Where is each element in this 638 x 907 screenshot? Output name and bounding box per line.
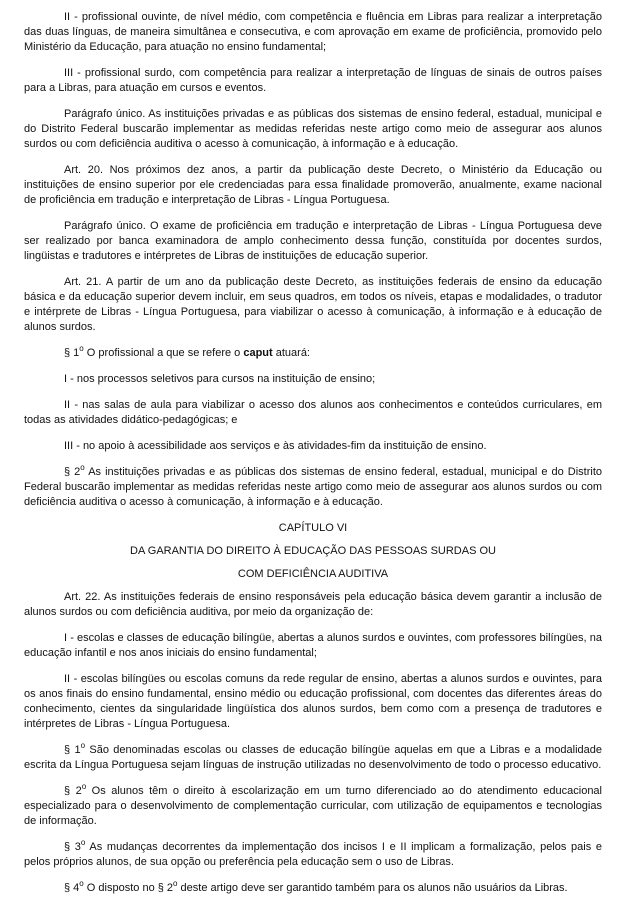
chapter-number: CAPÍTULO VI xyxy=(278,522,348,534)
document-page xyxy=(24,10,602,907)
article-22-paragraph-3: § 3$^o$ As mudanças decorrentes da implementação dos incisos I e II implicam a formalização, pelos pais e pelos próprios alunos, de sua opção ou preferência pela educação sem o uso de Libras. xyxy=(24,838,602,868)
chapter-title-line-1: DA GARANTIA DO DIREITO À EDUCAÇÃO DAS PESSOAS SURDAS OU xyxy=(130,545,496,557)
paragraph-ii-profissional-ouvinte: II - profissional ouvinte, de nível médio, com competência e fluência em Libras para realizar a interpretação das duas línguas, de maneira simultânea e consecutiva, e com aprovação em exame de proficiência, promovido pelo Ministério da Educação, para atuação no ensino fundamental; xyxy=(24,11,602,53)
paragraph-iii-profissional-surdo: III - profissional surdo, com competência para realizar a interpretação de línguas de sinais de outros países para a Libras, para atuação em cursos e eventos. xyxy=(24,67,602,94)
paragraph-unico-exame: Parágrafo único. O exame de proficiência em tradução e interpretação de Libras - Língua Portuguesa deve ser realizado por banca examinadora de amplo conhecimento dessa função, constituída por docentes surdos, lingüistas e tradutores e intérpretes de Libras de instituições de educação superior. xyxy=(24,220,602,262)
article-22-paragraph-1: § 1$^o$ São denominadas escolas ou classes de educação bilíngüe aquelas em que a Libras e a modalidade escrita da Língua Portuguesa sejam línguas de instrução utilizadas no desenvolvimento de todo o processo educativo. xyxy=(24,741,603,771)
article-21-paragraph-1: § 1$^o$ O profissional a que se refere o caput atuará: xyxy=(64,344,310,359)
article-22-paragraph-4: § 4$^o$ O disposto no § 2$^o$ deste artigo deve ser garantido também para os alunos não usuários da Libras. xyxy=(64,879,568,894)
article-21-item-iii: III - no apoio à acessibilidade aos serviços e às atividades-fim da instituição de ensino. xyxy=(64,440,487,452)
article-21: Art. 21. A partir de um ano da publicação deste Decreto, as instituições federais de ensino da educação básica e da educação superior devem incluir, em seus quadros, em todos os níveis, etapas e modalidades, o tradutor e intérprete de Libras - Língua Portuguesa, para viabilizar o acesso à comunicação, à informação e à educação de alunos surdos. xyxy=(24,276,602,333)
chapter-title-line-2: COM DEFICIÊNCIA AUDITIVA xyxy=(237,568,389,580)
paragraph-unico-instituicoes: Parágrafo único. As instituições privadas e as públicas dos sistemas de ensino federal, estadual, municipal e do Distrito Federal buscarão implementar as medidas referidas neste artigo como meio de assegurar aos alunos surdos ou com deficiência auditiva o acesso à comunicação, à informação e à educação. xyxy=(24,108,602,150)
caput-term: caput xyxy=(243,347,273,359)
article-22-item-ii: II - escolas bilíngües ou escolas comuns da rede regular de ensino, abertas a alunos surdos e ouvintes, para os anos finais do ensino fundamental, ensino médio ou educação profissional, com docentes das diferentes áreas do conhecimento, cientes da singularidade lingüística dos alunos surdos, bem como com a presença de tradutores e intérpretes de Libras - Língua Portuguesa. xyxy=(24,673,602,730)
article-20: Art. 20. Nos próximos dez anos, a partir da publicação deste Decreto, o Ministério da Educação ou instituições de ensino superior por ele credenciadas para essa finalidade promoverão, anualmente, exame nacional de proficiência em tradução e interpretação de Libras - Língua Portuguesa. xyxy=(24,164,602,206)
article-22-item-i: I - escolas e classes de educação bilíngüe, abertas a alunos surdos e ouvintes, com professores bilíngües, na educação infantil e nos anos iniciais do ensino fundamental; xyxy=(24,632,602,659)
article-21-item-i: I - nos processos seletivos para cursos na instituição de ensino; xyxy=(64,373,376,385)
article-22-paragraph-2: § 2$^o$ Os alunos têm o direito à escolarização em um turno diferenciado ao do atendimento educacional especializado para o desenvolvimento de complementação curricular, com utilização de equipamentos e tecnologias de informação. xyxy=(24,782,602,827)
article-22: Art. 22. As instituições federais de ensino responsáveis pela educação básica devem garantir a inclusão de alunos surdos ou com deficiência auditiva, por meio da organização de: xyxy=(24,591,602,618)
article-21-paragraph-2: § 2$^o$ As instituições privadas e as públicas dos sistemas de ensino federal, estadual, municipal e do Distrito Federal buscarão implementar as medidas referidas neste artigo como meio de assegurar aos alunos surdos ou com deficiência auditiva o acesso à comunicação, à informação e à educação. xyxy=(24,463,602,508)
article-21-item-ii: II - nas salas de aula para viabilizar o acesso dos alunos aos conhecimentos e conteúdos curriculares, em todas as atividades didático-pedagógicas; e xyxy=(24,399,602,426)
